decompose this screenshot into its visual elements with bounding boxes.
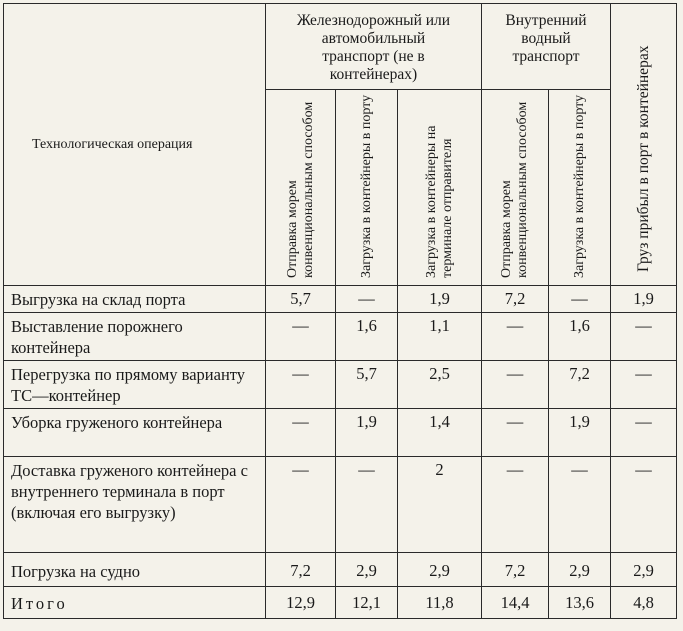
table-cell: 1,9	[611, 286, 677, 313]
table-row-total	[4, 587, 677, 619]
header-rail-road-text: Железнодорожный или автомобильный транспорт (не в контейнерах)	[296, 12, 451, 83]
table-cell: 12,9	[266, 587, 336, 619]
table-cell: —	[336, 286, 398, 313]
table-cell: —	[266, 313, 336, 361]
header-rail-terminal-loading	[398, 90, 482, 286]
row-label: Уборка груженого контейнера	[4, 409, 266, 457]
header-water-port-loading-text: Загрузка в контейнеры в порту	[571, 94, 587, 278]
header-cargo-in-containers	[611, 4, 677, 286]
header-rail-port-loading-text: Загрузка в контейнеры в порту	[358, 94, 374, 278]
table-row	[4, 409, 677, 457]
table-row	[4, 553, 677, 587]
table-cell: 11,8	[398, 587, 482, 619]
table-cell: 5,7	[266, 286, 336, 313]
table-cell: —	[266, 409, 336, 457]
table-cell: 12,1	[336, 587, 398, 619]
table-cell: 1,9	[398, 286, 482, 313]
table-cell: —	[611, 457, 677, 553]
table-cell: 7,2	[266, 553, 336, 587]
table-row	[4, 457, 677, 553]
table-cell: —	[482, 361, 549, 409]
table-row	[4, 361, 677, 409]
table-cell: —	[549, 457, 611, 553]
header-rail-terminal-loading-text: Загрузка в контейнеры на терминале отправителя	[423, 125, 455, 278]
header-rail-conventional-text: Отправка морем конвенциональным способом	[284, 101, 316, 278]
row-label: Погрузка на судно	[4, 553, 266, 587]
table-cell: —	[336, 457, 398, 553]
header-rail-conventional	[266, 90, 336, 286]
header-inland-water-transport	[482, 4, 611, 90]
table-cell: —	[266, 361, 336, 409]
header-water-port-loading	[549, 90, 611, 286]
table-cell: 2	[398, 457, 482, 553]
table-cell: 2,9	[611, 553, 677, 587]
header-rail-road-transport	[266, 4, 482, 90]
table-cell: —	[549, 286, 611, 313]
table-cell: 1,4	[398, 409, 482, 457]
table-cell: 1,1	[398, 313, 482, 361]
table-cell: 1,6	[336, 313, 398, 361]
table-cell: 14,4	[482, 587, 549, 619]
header-water-conventional-text: Отправка морем конвенциональным способом	[499, 101, 530, 278]
row-label-total: Итого	[4, 587, 266, 619]
table-cell: 1,9	[549, 409, 611, 457]
table-cell: 4,8	[611, 587, 677, 619]
table-row	[4, 286, 677, 313]
table-cell: 1,6	[549, 313, 611, 361]
table-cell: —	[482, 313, 549, 361]
table-cell: 2,9	[336, 553, 398, 587]
row-label: Перегрузка по прямому варианту ТС—контейнер	[4, 361, 266, 409]
table-cell: —	[611, 409, 677, 457]
table-cell: 2,5	[398, 361, 482, 409]
table-cell: 7,2	[482, 553, 549, 587]
table-cell: 2,9	[398, 553, 482, 587]
table-cell: —	[611, 313, 677, 361]
operations-table	[3, 3, 677, 619]
header-operation: Технологическая операция	[4, 4, 266, 286]
table-cell: 7,2	[482, 286, 549, 313]
row-label: Выгрузка на склад порта	[4, 286, 266, 313]
header-water-conventional	[482, 90, 549, 286]
table-cell: —	[266, 457, 336, 553]
table-cell: —	[482, 457, 549, 553]
table-row	[4, 313, 677, 361]
table-cell: 13,6	[549, 587, 611, 619]
header-cargo-in-containers-text: Груз прибыл в порт в контейнерах	[634, 45, 652, 272]
row-label: Доставка груженого контейнера с внутреннего терминала в порт (включая его выгрузку)	[4, 457, 266, 553]
row-label: Выставление порожнего контейнера	[4, 313, 266, 361]
table-cell: 5,7	[336, 361, 398, 409]
table-cell: —	[482, 409, 549, 457]
header-water-text: Внутренний водный транспорт	[505, 12, 587, 65]
table-cell: 7,2	[549, 361, 611, 409]
table-cell: —	[611, 361, 677, 409]
header-rail-port-loading	[336, 90, 398, 286]
table-cell: 2,9	[549, 553, 611, 587]
table-cell: 1,9	[336, 409, 398, 457]
